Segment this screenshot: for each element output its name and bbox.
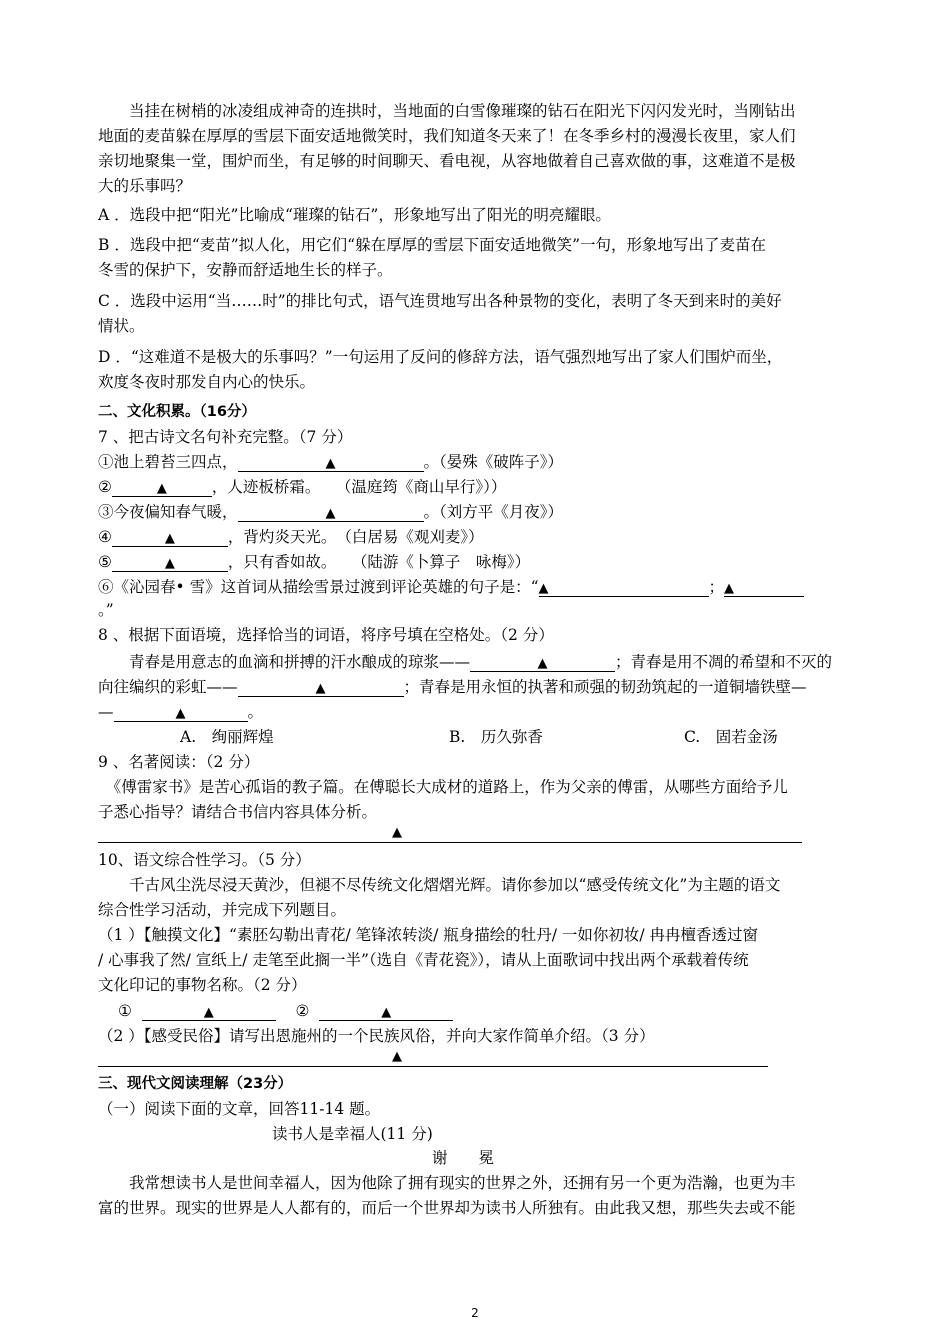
option-c: C ．选段中运用“当……时”的排比句式，语气连贯地写出各种景物的变化，表明了冬天到来时的美好 [98,292,782,310]
answer-blank[interactable]: ▲ [112,529,228,547]
answer-blank[interactable]: ▲ [238,454,424,472]
q7-line-4: ④ ▲ ，背灼炎天光。 （白居易《观刈麦》） [98,528,484,546]
article-text: 我常想读书人是世间幸福人，因为他除了拥有现实的世界之外，还拥有另一个更为浩瀚，也更为丰 [98,1174,796,1192]
article-text: 富的世界。现实的世界是人人都有的，而后一个世界却为读书人所独有。由此我又想，那些失去或不能 [98,1199,796,1217]
q9-stem: 9 、名著阅读：（2 分） [98,753,260,771]
passage-line: 大的乐事吗？ [98,177,192,195]
choice-b: B. 历久弥香 [449,728,543,746]
q10-sub1: 文化印记的事物名称。（2 分） [98,976,307,994]
section-subtitle: （一）阅读下面的文章，回答11-14 题。 [98,1100,381,1118]
q10-stem: 10、语文综合性学习。（5 分） [98,851,311,869]
answer-blank[interactable]: ▲ [114,704,248,722]
answer-line[interactable] [98,1066,768,1067]
q10-sub1: / 心事我了然/ 宣纸上/ 走笔至此搁一半”（选自《青花瓷》），请从上面歌词中找出两个承载着传统 [98,951,749,969]
choice-c: C. 固若金汤 [684,728,778,746]
answer-blank[interactable]: ▲ [539,579,709,597]
answer-blank[interactable]: ▲ [470,654,615,672]
passage-line: 当挂在树梢的冰凌组成神奇的连拱时，当地面的白雪像璀璨的钻石在阳光下闪闪发光时，当刚钻出 [98,102,796,120]
answer-line[interactable] [98,842,802,843]
article-author: 谢 冕 [432,1149,495,1167]
answer-mark: ▲ [392,1049,402,1064]
q8-para: 青春是用意志的血滴和拼搏的汗水酿成的琼浆—— ▲ ；青春是用不凋的希望和不灭的 [98,653,833,671]
q9-text: 子悉心指导？请结合书信内容具体分析。 [98,803,378,821]
q7-stem: 7 、把古诗文名句补充完整。（7 分） [98,428,353,446]
answer-blank[interactable]: ▲ [142,1003,276,1021]
q7-line-5: ⑤ ▲ ，只有香如故。 （陆游《卜算子 咏梅》） [98,553,531,571]
option-b: 冬雪的保护下，安静而舒适地生长的样子。 [98,261,393,279]
option-a: A ．选段中把“阳光”比喻成“璀璨的钻石”，形象地写出了阳光的明亮耀眼。 [98,206,611,224]
q10-sub2: （2 ）【感受民俗】请写出恩施州的一个民族风俗，并向大家作简单介绍。（3 分） [98,1027,655,1045]
q9-text: 《傅雷家书》是苦心孤诣的教子篇。在傅聪长大成材的道路上，作为父亲的傅雷，从哪些方面给予儿 [98,778,788,796]
option-b: B ．选段中把“麦苗”拟人化，用它们“躲在厚厚的雪层下面安适地微笑”一句，形象地写出了麦苗在 [98,236,767,254]
page-number: 2 [471,1306,479,1320]
answer-blank[interactable]: ▲ [112,479,212,497]
q10-intro: 综合性学习活动，并完成下列题目。 [98,901,347,919]
passage-line: 亲切地聚集一堂，围炉而坐，有足够的时间聊天、看电视，从容地做着自己喜欢做的事，这难道不是极 [98,152,796,170]
q7-line-6-end: 。” [98,601,114,619]
q10-sub1: （1 ）【触摸文化】“素胚勾勒出青花/ 笔锋浓转淡/ 瓶身描绘的牡丹/ 一如你初妆/ 冉冉檀香透过窗 [98,926,759,944]
q7-line-3: ③今夜偏知春气暖， ▲ 。（刘方平《月夜》） [98,503,564,521]
q7-line-2: ② ▲ ，人迹板桥霜。 （温庭筠《商山早行》）） [98,478,507,496]
answer-blank[interactable]: ▲ [238,679,404,697]
option-d: D ．“这难道不是极大的乐事吗？”一句运用了反问的修辞方法，语气强烈地写出了家人们围炉而坐， [98,348,783,366]
passage-line: 地面的麦苗躲在厚厚的雪层下面安适地微笑时，我们知道冬天来了！在冬季乡村的漫漫长夜里，家人们 [98,127,796,145]
q8-para: — ▲ 。 [98,703,264,721]
option-d: 欢度冬夜时那发自内心的快乐。 [98,373,316,391]
answer-blank[interactable]: ▲ [112,554,228,572]
q10-intro: 千古风尘洗尽浸天黄沙，但褪不尽传统文化熠熠光辉。请你参加以“感受传统文化”为主题的语文 [98,876,781,894]
q8-para: 向往编织的彩虹—— ▲ ；青春是用永恒的执著和顽强的韧劲筑起的一道铜墙铁壁— [98,678,807,696]
option-c: 情状。 [98,317,145,335]
choice-a: A. 绚丽辉煌 [180,728,274,746]
answer-blank[interactable]: ▲ [724,579,804,597]
section-title: 三、现代文阅读理解（23分） [98,1076,293,1092]
article-title: 读书人是幸福人(11 分) [272,1125,433,1143]
section-title: 二、文化积累。（16分） [98,404,256,420]
q10-answers: ① ▲ ② ▲ [118,1001,453,1021]
q7-line-1: ①池上碧苔三四点， ▲ 。（晏殊《破阵子》） [98,453,564,471]
answer-blank[interactable]: ▲ [238,504,424,522]
answer-mark: ▲ [392,825,402,840]
answer-blank[interactable]: ▲ [319,1003,453,1021]
q7-line-6: ⑥《沁园春• 雪》这首词从描绘雪景过渡到评论英雄的句子是：“▲ ；▲ [98,577,804,597]
q8-stem: 8 、根据下面语境，选择恰当的词语，将序号填在空格处。（2 分） [98,626,554,644]
